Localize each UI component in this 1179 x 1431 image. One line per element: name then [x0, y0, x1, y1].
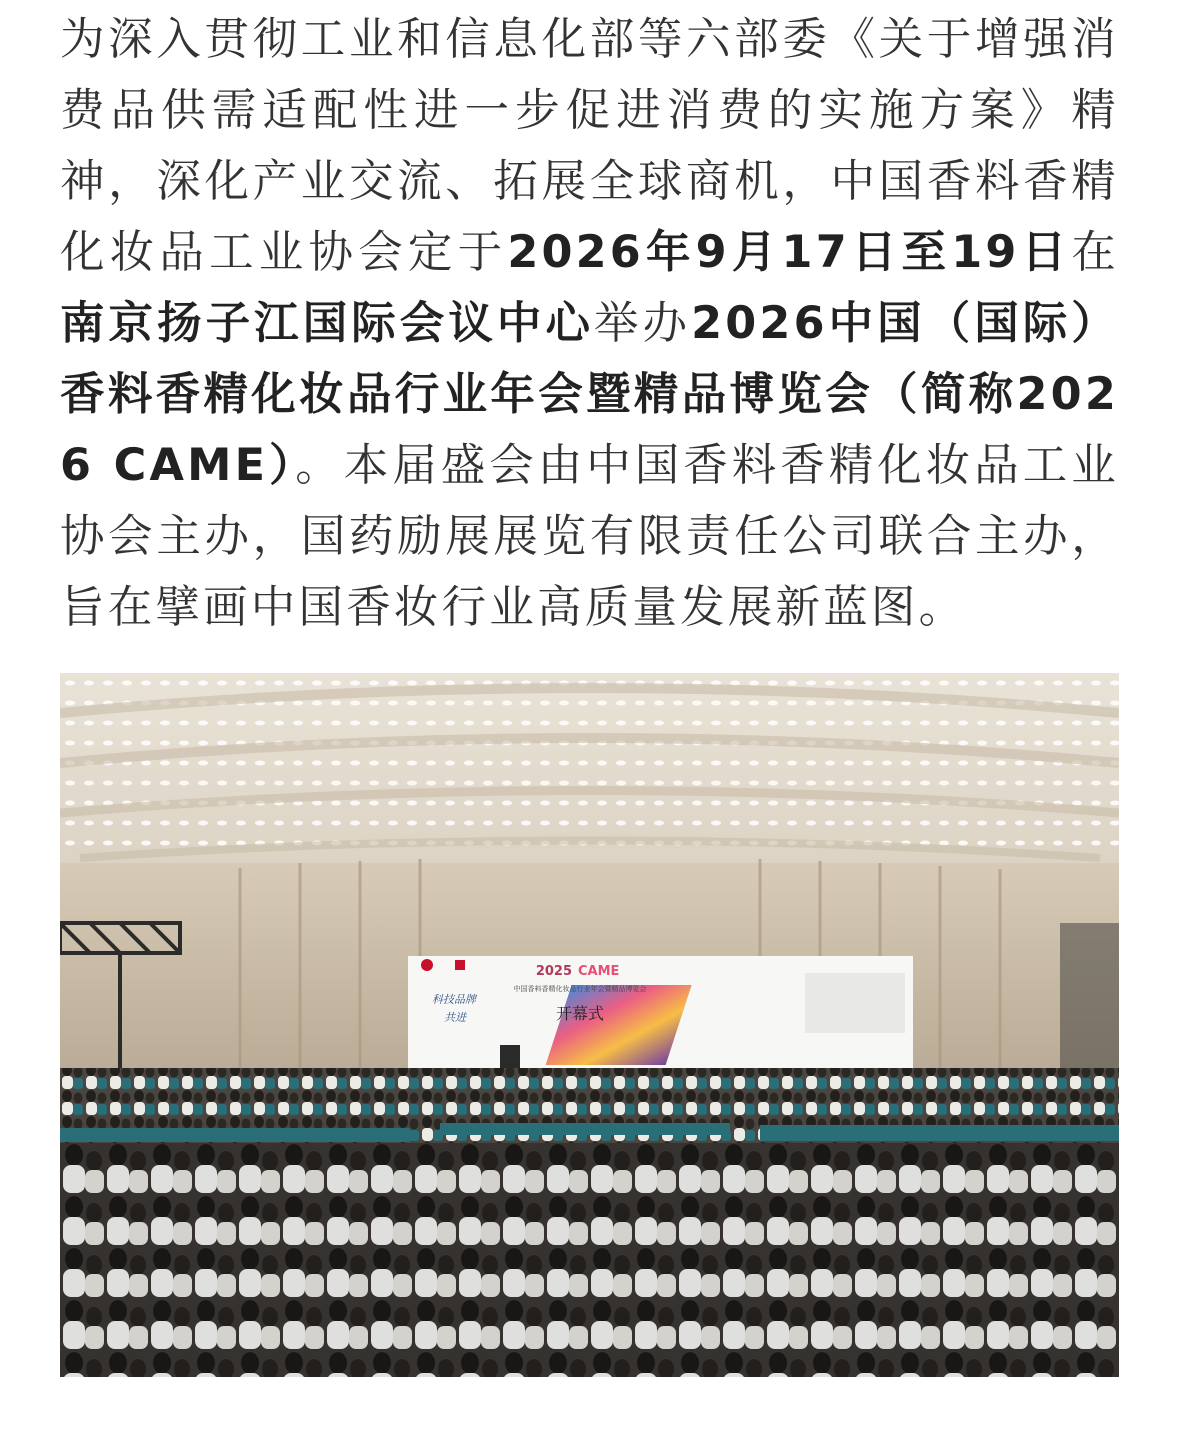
intro-text-1: 为深入贯彻工业和信息化部等六部委《关于增强消费品供需适配性进一步促进消费的实施方案》精神，深化产业交流、拓展全球商机，中国香料香精化妆品工业协会定于	[60, 14, 1119, 278]
intro-text-4: 。本届盛会由中国香料香精化妆品工业协会主办，国药励展展览有限责任公司联合主办，旨在擘画中国香妆行业高质量发展新蓝图。	[60, 440, 1120, 633]
screen-slogan-line2: 共进	[444, 1011, 466, 1024]
screen-year: 2025	[535, 964, 572, 979]
screen-brand: CAME	[578, 964, 620, 979]
article-body	[60, 0, 1119, 643]
event-venue: 南京扬子江国际会议中心	[60, 298, 594, 349]
screen-subtitle: 中国香料香精化妆品行业年会暨精品博览会	[513, 985, 647, 993]
event-dates: 2026年9月17日至19日	[507, 227, 1072, 278]
conference-hall-photo	[60, 673, 1119, 1377]
event-name: 2026中国（国际）香料香精化妆品行业年会暨精品博览会（简称2026 CAME）	[60, 298, 1119, 491]
screen-ceremony: 开幕式	[555, 1004, 605, 1023]
screen-slogan-line1: 科技品牌	[432, 993, 476, 1006]
intro-paragraph	[60, 0, 1119, 643]
intro-text-3: 举办	[593, 298, 692, 349]
intro-text-2: 在	[1071, 227, 1119, 278]
